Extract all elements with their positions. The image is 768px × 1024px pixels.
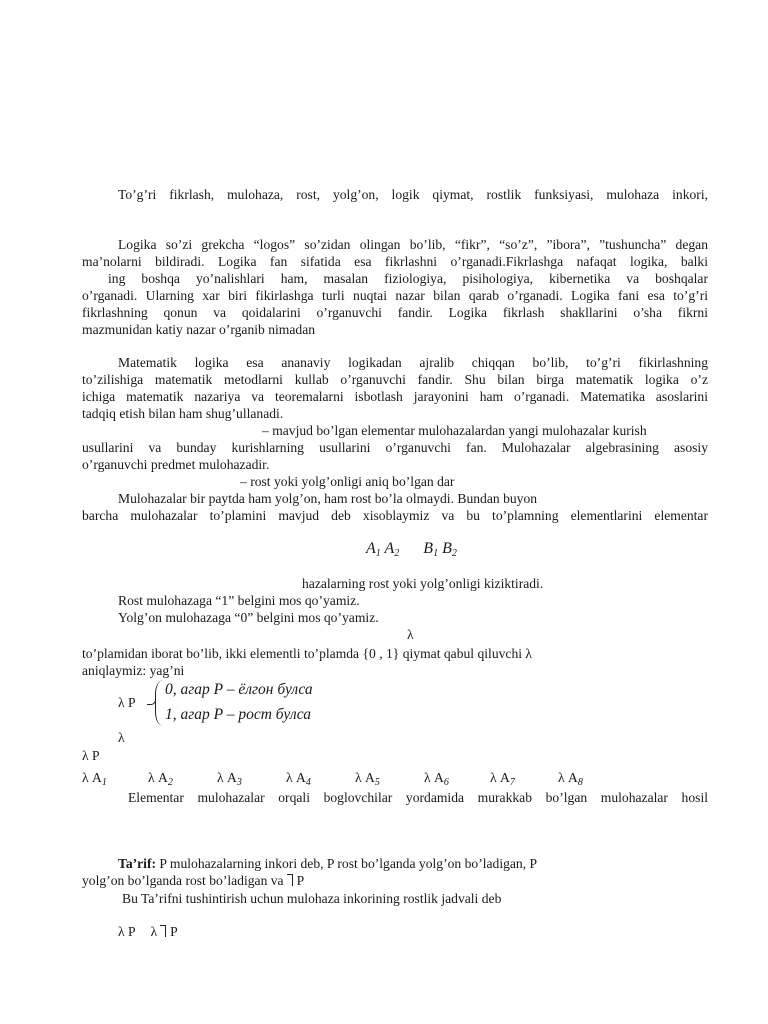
text-line: mazmunidan katiy nazar o’rganib nimadan bbox=[82, 322, 316, 337]
text-line: to’plamidan iborat bo’lib, ikki elementli to’plamda {0 , 1} qiymat qabul qiluvchi λ bbox=[82, 646, 533, 661]
lambda-a-item: λ $A_1$ bbox=[82, 770, 107, 788]
lambda-symbol: λ bbox=[118, 730, 125, 745]
negation-symbol bbox=[287, 874, 293, 886]
text-line: Elementar mulohazalar orqali boglovchilar yordamida murakkab bo’lgan mulohazalar hosil bbox=[128, 790, 708, 805]
definition-label: Ta’rif: bbox=[118, 856, 157, 871]
definition-text: P mulohazalarning inkori deb, P rost bo’lganda yolg’on bo’ladigan, P bbox=[159, 856, 538, 871]
lambda-a-item: λ $A_8$ bbox=[558, 770, 583, 788]
text-line: o’rganuvchi predmet mulohazadir. bbox=[82, 457, 270, 472]
negation-symbol bbox=[160, 925, 166, 937]
text-line: ichiga matematik nazariya va teoremalarni isbotlash jarayonini ham o’rganadi. Matematika asoslarini bbox=[82, 389, 708, 404]
lambda-a-item: λ $A_5$ bbox=[355, 770, 380, 788]
text-line: fikrlashning qonun va qoidalarini o’rganuvchi fandir. Logika fikrlash shakllarini o’sha fikrni bbox=[82, 305, 708, 320]
text-line: Matematik logika esa ananaviy logikadan ajralib chiqqan bo’lib, to’g’ri fikirlashning bbox=[118, 355, 708, 370]
text-line: – rost yoki yolg’onligi aniq bo’lgan dar bbox=[240, 474, 455, 489]
text-line: ma’nolarni bildiradi. Logika fan sifatida esa fikrlashni o’rganadi.Fikrlashga nafaqat logika, balki bbox=[82, 254, 708, 269]
text-line: hazalarning rost yoki yolg’onligi kiziktiradi. bbox=[302, 576, 544, 591]
text-line: Mulohazalar bir paytda ham yolg’on, ham rost bo’la olmaydi. Bundan buyon bbox=[118, 491, 538, 506]
lambda-symbol: λ bbox=[407, 627, 414, 642]
text-line: usullarini va bunday kurishlarning usullarini o’rganuvchi fan. Mulohazalar algebrasining asosiy bbox=[82, 440, 708, 455]
text-line: – mavjud bo’lgan elementar mulohazalardan yangi mulohazalar kurish bbox=[262, 423, 647, 438]
lambda-a-item: λ $A_7$ bbox=[490, 770, 515, 788]
text-line: Bu Ta’rifni tushintirish uchun mulohaza inkorining rostlik jadvali deb bbox=[122, 891, 502, 906]
text-line: ing boshqa yo’nalishlari ham, masalan fiziologiya, pisihologiya, kibernetika va boshqalar bbox=[108, 271, 708, 286]
definition-line-2: yolg’on bo’lganda rost bo’ladigan va P bbox=[82, 873, 305, 888]
text-line: Yolg’on mulohazaga “0” belgini mos qo’yamiz. bbox=[118, 610, 379, 625]
formula-a1-a2-b1-b2: $A_1$ $A_2$ $B_1$ $B_2$ bbox=[366, 540, 457, 559]
truth-table-header: λ P λ P bbox=[118, 924, 178, 939]
definition-line bbox=[118, 856, 537, 871]
lambda-a-item: λ $A_4$ bbox=[286, 770, 311, 788]
text-line: aniqlaymiz: yag’ni bbox=[82, 663, 185, 678]
lambda-a-item: λ $A_2$ bbox=[148, 770, 173, 788]
case-false: 0, агар P – ёлгон булса bbox=[165, 681, 313, 698]
lambda-a-item: λ $A_3$ bbox=[217, 770, 242, 788]
text-line: barcha mulohazalar to’plamini mavjud deb xisoblaymiz va bu to’plamning elementlarini elementar bbox=[82, 508, 708, 523]
text-line: Rost mulohazaga “1” belgini mos qo’yamiz. bbox=[118, 593, 360, 608]
lambda-p-label: λ P bbox=[82, 748, 100, 763]
text-line: tadqiq etish bilan ham shug’ullanadi. bbox=[82, 406, 284, 421]
text-line: o’rganadi. Ularning xar biri fikirlashga turli nuqtai nazar bilan qarab o’rganadi. Logika fani esa to’g’ri bbox=[82, 288, 708, 303]
case-true: 1, агар P – рост булса bbox=[165, 706, 312, 723]
left-brace bbox=[155, 680, 164, 726]
keywords-line: To’g’ri fikrlash, mulohaza, rost, yolg’on, logik qiymat, rostlik funksiyasi, mulohaza inkori, bbox=[118, 187, 708, 202]
lambda-a-item: λ $A_6$ bbox=[424, 770, 449, 788]
text-line: Logika so’zi grekcha “logos” so’zidan olingan bo’lib, “fikr”, “so’z”, ”ibora”, ”tushuncha” degan bbox=[118, 237, 708, 252]
text-line: to’zilishiga matematik metodlarni kullab o’rganuvchi fandir. Shu bilan birga matematik logika o’z bbox=[82, 372, 708, 387]
lambda-p-label: λ P bbox=[118, 695, 136, 710]
